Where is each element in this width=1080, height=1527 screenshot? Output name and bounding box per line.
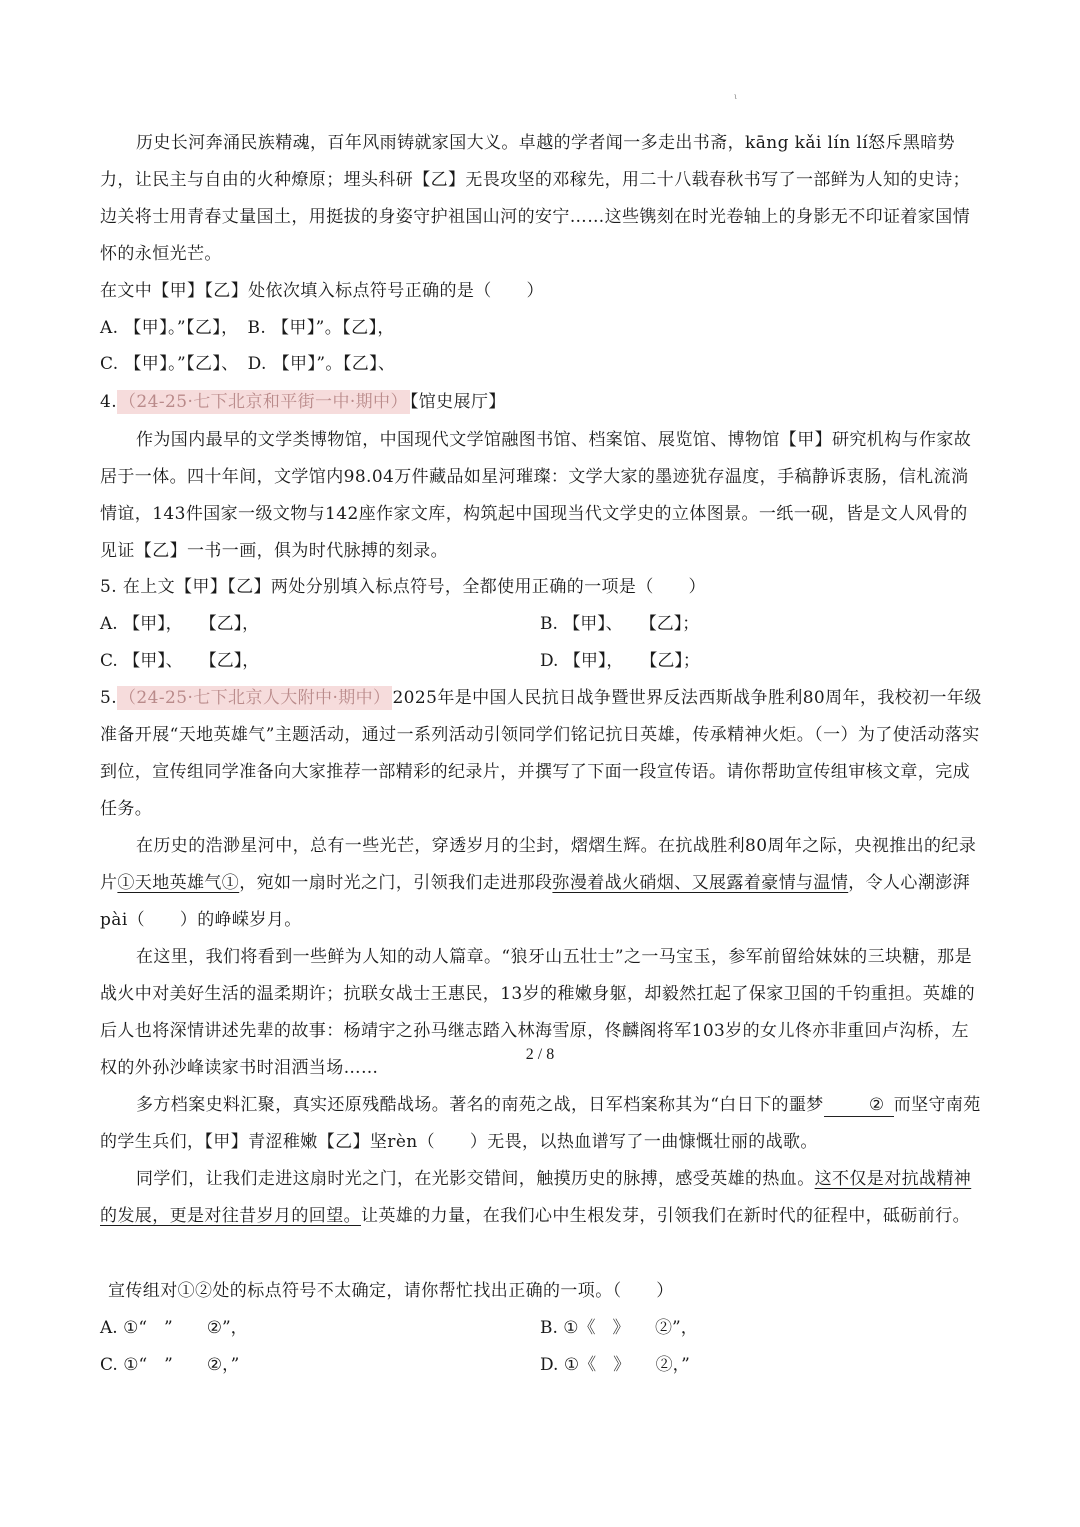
q5-p1-title-blank: ①天地英雄气① xyxy=(117,873,240,893)
q4-option-d: D. 【甲】， 【乙】； xyxy=(540,651,700,671)
q5-paragraph-2: 在这里，我们将看到一些鲜为人知的动人篇章。“狼牙山五壮士”之一马宝玉，参军前留给妹妹的三块糖，那是战火中对美好生活的温柔期许；抗联女战士王惠民，13岁的稚嫩身躯，却毅然扛起了保家卫国的千钧重担。英雄的后人也将深情讲述先辈的故事：杨靖宇之孙马继志踏入林海雪原，佟麟阁将军103岁的女儿佟亦非重回卢沟桥，左权的外孙沙峰读家书时泪洒当场…… xyxy=(100,947,976,1078)
q5-option-c: C. ①“ ” ②，” xyxy=(100,1355,240,1375)
q3-passage: 历史长河奔涌民族精魂，百年风雨铸就家国大义。卓越的学者闻一多走出书斋，kāng kǎi lín lí怒斥黑暗势力，让民主与自由的火种燎原；埋头科研【乙】无畏攻坚的邓稼先，用二十八载春秋书写了一部鲜为人知的史诗；边关将士用青春丈量国土，用挺拔的身姿守护祖国山河的安宁……这些镌刻在时光卷轴上的身影无不印证着家国情怀的永恒光芒。 xyxy=(100,133,970,264)
q4-number: 4. xyxy=(100,392,118,412)
page-number: 2 / 8 xyxy=(525,1046,555,1063)
q5-number: 5. xyxy=(100,688,118,708)
q4-header xyxy=(100,384,982,421)
q5-paragraph-1 xyxy=(100,828,982,939)
q5-p1-underlined-phrase: 弥漫着战火硝烟、又展露着豪情与温情 xyxy=(552,873,849,893)
q5-p4-text-c: 让英雄的力量，在我们心中生根发芽，引领我们在新时代的征程中，砥砺前行。 xyxy=(361,1206,970,1226)
q5-p3-text-a: 多方档案史料汇聚，真实还原残酷战场。著名的南苑之战，日军档案称其为“白日下的噩梦 xyxy=(136,1095,824,1115)
q4-option-a: A. 【甲】， 【乙】， xyxy=(100,614,260,634)
q3-question: 在文中【甲】【乙】处依次填入标点符号正确的是（ ） xyxy=(100,281,544,301)
q4-section: 【馆史展厅】 xyxy=(409,392,506,412)
q4-options-row1 xyxy=(100,606,982,643)
q4-option-b: B. 【甲】、 【乙】； xyxy=(540,614,700,634)
corner-mark: ι xyxy=(734,92,738,101)
q5-option-a: A. ①“ ” ②”， xyxy=(100,1318,248,1338)
q5-p4-underlined-sentence: 这不仅是对抗战精神的发展，更是对往昔岁月的回望。 xyxy=(100,1169,972,1226)
q4-option-c: C. 【甲】、 【乙】， xyxy=(100,651,260,671)
q4-options-row2 xyxy=(100,643,982,680)
q5-p3-blank-2: ② xyxy=(824,1094,894,1117)
q5-p4-text-a: 同学们，让我们走进这扇时光之门，在光影交错间，触摸历史的脉搏，感受英雄的热血。 xyxy=(136,1169,815,1189)
q5-p1-text-c: ，宛如一扇时光之门，引领我们走进那段 xyxy=(239,873,553,893)
q5-paragraph-3 xyxy=(100,1087,982,1161)
q4-question: 5. 在上文【甲】【乙】两处分别填入标点符号，全都使用正确的一项是（ ） xyxy=(100,577,706,597)
q5-options-row1 xyxy=(100,1310,982,1347)
q5-p3-text-b: 而坚守南苑的学生兵们，【甲】青涩稚嫩【乙】坚rèn（ ）无畏，以热血谱写了一曲慷慨壮丽的战歌。 xyxy=(100,1095,981,1152)
q3-options-ab: A. 【甲】。”【乙】， B. 【甲】”。【乙】， xyxy=(100,318,395,338)
q5-source-tag: （24-25·七下北京人大附中·期中） xyxy=(119,688,391,708)
q5-p1-text-e: ，令人心潮澎湃pài（ ）的峥嵘岁月。 xyxy=(100,873,971,930)
q4-source-tag: （24-25·七下北京和平街一中·期中） xyxy=(119,392,408,412)
q5-options-row2 xyxy=(100,1347,982,1384)
q5-question: 宣传组对①②处的标点符号不太确定，请你帮忙找出正确的一项。（ ） xyxy=(108,1281,674,1301)
q5-option-d: D. ①《 》 ②，” xyxy=(540,1355,690,1375)
q5-paragraph-4 xyxy=(100,1161,982,1235)
q4-passage: 作为国内最早的文学类博物馆，中国现代文学馆融图书馆、档案馆、展览馆、博物馆【甲】研究机构与作家故居于一体。四十年间，文学馆内98.04万件藏品如星河璀璨：文学大家的墨迹犹存温度，手稿静诉衷肠，信札流淌情谊，143件国家一级文物与142座作家文库，构筑起中国现当代文学史的立体图景。一纸一砚，皆是文人风骨的见证【乙】一书一画，俱为时代脉搏的刻录。 xyxy=(100,430,972,561)
q3-options-cd: C. 【甲】。”【乙】、 D. 【甲】”。【乙】、 xyxy=(100,354,396,374)
q5-intro xyxy=(100,680,982,828)
q5-intro-text: 2025年是中国人民抗日战争暨世界反法西斯战争胜利80周年，我校初一年级准备开展“天地英雄气”主题活动，通过一系列活动引领同学们铭记抗日英雄，传承精神火炬。（一）为了使活动落实到位，宣传组同学准备向大家推荐一部精彩的纪录片，并撰写了下面一段宣传语。请你帮助宣传组审核文章，完成任务。 xyxy=(100,688,982,819)
q5-option-b: B. ①《 》 ②”， xyxy=(540,1318,698,1338)
q5-p1-text-a: 在历史的浩渺星河中，总有一些光芒，穿透岁月的尘封，熠熠生辉。在抗战胜利80周年之际，央视推出的纪录片 xyxy=(100,836,977,893)
